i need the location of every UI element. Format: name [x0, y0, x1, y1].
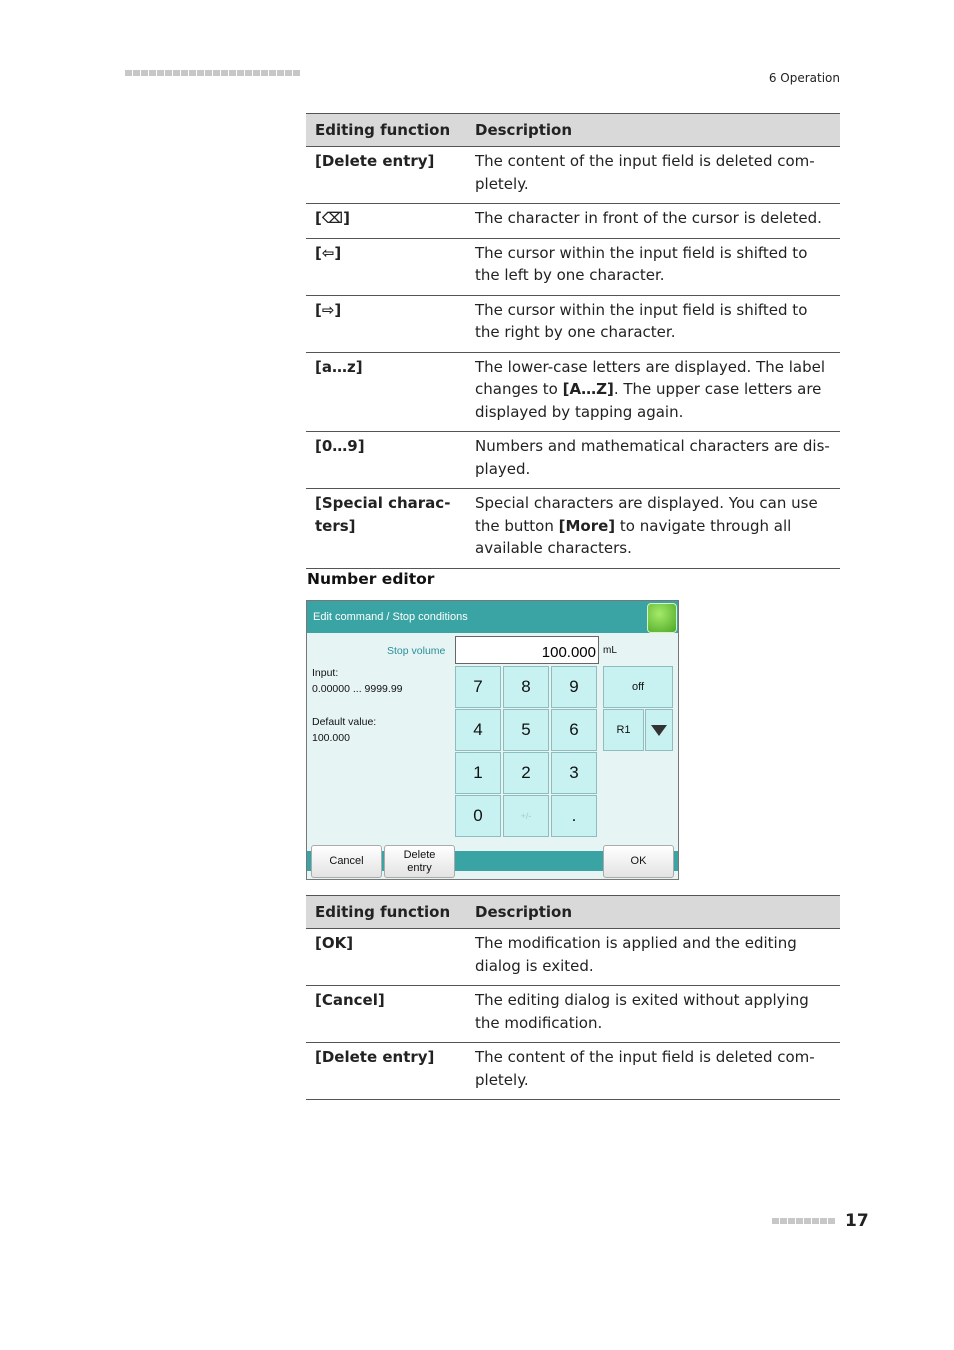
- column-header-description: Description: [466, 114, 840, 147]
- function-cell: [⇦]: [306, 238, 466, 295]
- table-row: [306, 929, 840, 986]
- delete-entry-label-line2: entry: [407, 861, 432, 874]
- key-7[interactable]: 7: [455, 666, 501, 708]
- dropdown-arrow-icon[interactable]: [645, 709, 673, 751]
- value-input[interactable]: [455, 636, 599, 664]
- function-cell: [⇨]: [306, 295, 466, 352]
- description-text: The lower-case letters are displayed. The label changes to: [475, 357, 826, 398]
- function-cell: [OK]: [306, 929, 466, 986]
- key-decimal-point[interactable]: .: [551, 795, 597, 837]
- page-number: 17: [845, 1211, 869, 1231]
- key-2[interactable]: 2: [503, 752, 549, 794]
- description-cell: [466, 352, 840, 432]
- description-cell: The cursor within the input field is shifted to the right by one character.: [466, 295, 840, 352]
- description-cell: Numbers and mathematical characters are dis-played.: [466, 432, 840, 489]
- table-row: [306, 295, 840, 352]
- description-cell: The modification is applied and the editing dialog is exited.: [466, 929, 840, 986]
- section-title: Number editor: [307, 570, 435, 588]
- table-header-row: [306, 896, 840, 929]
- field-label: Stop volume: [387, 645, 446, 657]
- column-header-function: Editing function: [306, 896, 466, 929]
- table-row: [306, 352, 840, 432]
- input-range-label: Input:: [312, 667, 339, 679]
- description-cell: The character in front of the cursor is deleted.: [466, 204, 840, 239]
- function-cell: [Delete entry]: [306, 1043, 466, 1100]
- table-row: [306, 147, 840, 204]
- description-text: . The upper case letters are displayed by tapping again.: [475, 380, 822, 421]
- footer-decoration: [772, 1218, 835, 1224]
- description-text: Special characters are displayed. You can use the button: [475, 494, 818, 535]
- table-row: [306, 1043, 840, 1100]
- function-cell: [a…z]: [306, 352, 466, 432]
- column-header-description: Description: [466, 896, 840, 929]
- status-light-icon[interactable]: [647, 603, 677, 633]
- table-row: [306, 238, 840, 295]
- table-row: [306, 432, 840, 489]
- function-cell: [Special charac-ters]: [306, 489, 466, 569]
- r1-button[interactable]: R1: [603, 709, 644, 751]
- delete-entry-label-line1: Delete: [403, 848, 436, 861]
- function-cell: [Delete entry]: [306, 147, 466, 204]
- chapter-heading: 6 Operation: [768, 71, 840, 85]
- description-cell: The cursor within the input field is shifted to the left by one character.: [466, 238, 840, 295]
- table-row: [306, 489, 840, 569]
- description-cell: The editing dialog is exited without applying the modification.: [466, 986, 840, 1043]
- description-text: to navigate through all available characters.: [475, 516, 792, 557]
- key-9[interactable]: 9: [551, 666, 597, 708]
- column-header-function: Editing function: [306, 114, 466, 147]
- key-plus-minus[interactable]: +/-: [503, 795, 549, 837]
- default-value: 100.000: [312, 732, 350, 744]
- key-3[interactable]: 3: [551, 752, 597, 794]
- header-decoration: [125, 70, 300, 76]
- table-header-row: [306, 114, 840, 147]
- function-cell: [Cancel]: [306, 986, 466, 1043]
- unit-label: mL: [603, 645, 617, 656]
- key-6[interactable]: 6: [551, 709, 597, 751]
- input-range-value: 0.00000 ... 9999.99: [312, 683, 403, 695]
- editing-functions-table: [306, 113, 840, 569]
- description-cell: The content of the input field is deleted com-pletely.: [466, 147, 840, 204]
- input-value: 100.000: [541, 644, 596, 661]
- ok-button[interactable]: OK: [603, 845, 674, 878]
- description-emphasis: [A…Z]: [562, 380, 614, 398]
- function-cell: [0…9]: [306, 432, 466, 489]
- key-8[interactable]: 8: [503, 666, 549, 708]
- table-row: [306, 986, 840, 1043]
- default-value-label: Default value:: [312, 716, 377, 728]
- table-row: [306, 204, 840, 239]
- key-0[interactable]: 0: [455, 795, 501, 837]
- dialog-titlebar: [307, 601, 678, 633]
- key-4[interactable]: 4: [455, 709, 501, 751]
- triangle-down-icon: [651, 725, 667, 736]
- off-button[interactable]: off: [603, 666, 673, 708]
- function-cell: [⌫]: [306, 204, 466, 239]
- number-editor-functions-table: [306, 895, 840, 1100]
- delete-entry-button[interactable]: [384, 845, 455, 878]
- dialog-title: Edit command / Stop conditions: [313, 611, 468, 623]
- description-emphasis: [More]: [558, 516, 616, 535]
- cancel-button[interactable]: Cancel: [311, 845, 382, 878]
- key-5[interactable]: 5: [503, 709, 549, 751]
- number-editor-screen: [306, 600, 679, 880]
- key-1[interactable]: 1: [455, 752, 501, 794]
- description-cell: [466, 489, 840, 569]
- description-cell: The content of the input field is deleted com-pletely.: [466, 1043, 840, 1100]
